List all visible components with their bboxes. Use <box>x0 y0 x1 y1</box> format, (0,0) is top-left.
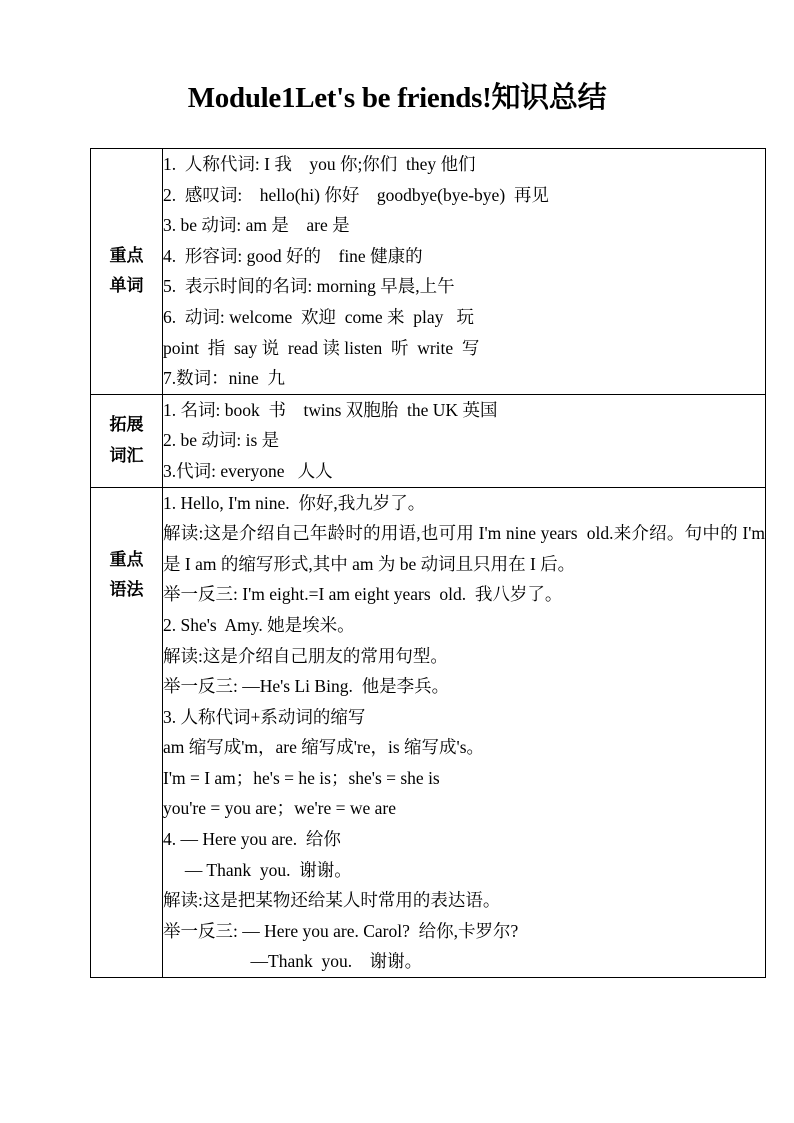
content-line: point 指 say 说 read 读 listen 听 write 写 <box>163 337 480 358</box>
content-line: 1. 人称代词: I 我 you 你;你们 they 他们 <box>163 154 476 174</box>
content-line: 2. She's Amy. 她是埃米。 <box>163 614 355 635</box>
section-label-line: 重点 <box>109 549 144 569</box>
content-line: am 缩写成'm，are 缩写成're，is 缩写成's。 <box>163 737 485 758</box>
content-line: 举一反三: —He's Li Bing. 他是李兵。 <box>163 676 450 697</box>
section-content-cell <box>163 487 774 978</box>
content-line: 6. 动词: welcome 欢迎 come 来 play 玩 <box>163 306 475 327</box>
content-paragraph: 解读:这是介绍自己年龄时的用语,也可用 I'm nine years old.来介绍。句中的 I'm 是 I am 的缩写形式,其中 am 为 be 动词且只用在 I 后。 <box>163 523 774 574</box>
content-line: 2. 感叹词: hello(hi) 你好 goodbye(bye-bye) 再见 <box>163 184 549 205</box>
section-label-cell <box>91 394 163 487</box>
summary-table <box>90 148 774 978</box>
content-line: —Thank you. 谢谢。 <box>163 951 423 972</box>
content-line: 举一反三: — Here you are. Carol? 给你,卡罗尔? <box>163 920 519 941</box>
content-line: 解读:这是介绍自己朋友的常用句型。 <box>163 645 448 666</box>
section-content-cell <box>163 394 766 487</box>
content-line: 解读:这是把某物还给某人时常用的表达语。 <box>163 890 501 911</box>
content-line: 4. — Here you are. 给你 <box>163 829 341 850</box>
content-line: 3.代词: everyone 人人 <box>163 460 333 481</box>
content-line: — Thank you. 谢谢。 <box>163 859 352 880</box>
table-row <box>91 394 766 487</box>
content-line: 7.数词：nine 九 <box>163 368 286 389</box>
content-line: 举一反三: I'm eight.=I am eight years old. 我八岁了。 <box>163 584 563 605</box>
section-label-line: 拓展 <box>109 415 144 435</box>
section-content-cell <box>163 149 766 395</box>
section-label-line: 词汇 <box>109 445 144 465</box>
content-line: you're = you are；we're = we are <box>163 798 397 819</box>
table-row <box>91 487 766 978</box>
content-line: 3. be 动词: am 是 are 是 <box>163 215 350 236</box>
table-row <box>91 149 766 395</box>
content-line: 4. 形容词: good 好的 fine 健康的 <box>163 245 423 266</box>
section-label-line: 单词 <box>109 276 144 296</box>
section-label-line: 语法 <box>109 580 144 600</box>
content-line: 3. 人称代词+系动词的缩写 <box>163 706 366 727</box>
page-title: Module1Let's be friends!知识总结 <box>187 82 607 114</box>
section-label-cell <box>91 487 163 978</box>
content-line: 2. be 动词: is 是 <box>163 430 280 451</box>
content-line: I'm = I am；he's = he is；she's = she is <box>163 767 440 788</box>
section-label-line: 重点 <box>109 245 144 265</box>
section-label-cell <box>91 149 163 395</box>
content-line: 5. 表示时间的名词: morning 早晨,上午 <box>163 276 455 297</box>
content-line: 1. Hello, I'm nine. 你好,我九岁了。 <box>163 492 426 513</box>
content-line: 1. 名词: book 书 twins 双胞胎 the UK 英国 <box>163 399 498 420</box>
